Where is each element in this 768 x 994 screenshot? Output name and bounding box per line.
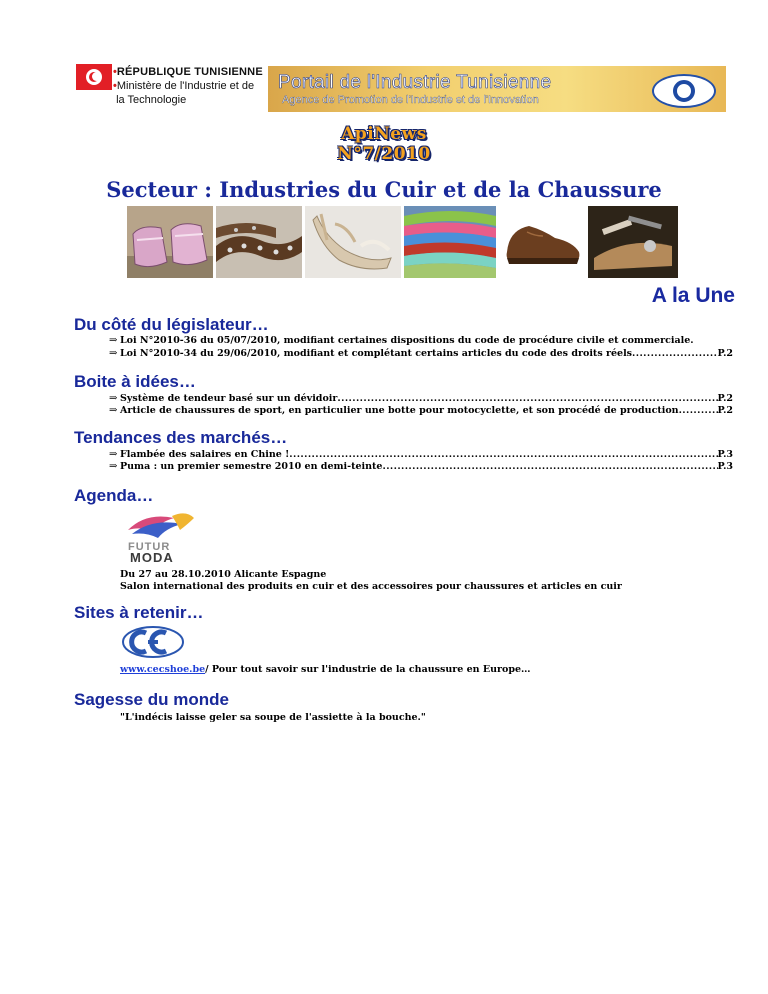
futur-moda-logo-icon[interactable] (122, 508, 198, 566)
newsletter-name: ApiNews (341, 124, 427, 144)
arrow-icon: ⇒ (109, 461, 118, 472)
section-title-idees: Boite à idées… (74, 372, 196, 391)
leather-tools-photo (588, 206, 678, 278)
ministry-block: •RÉPUBLIQUE TUNISIENNE •Ministère de l'Industrie et de la Technologie (113, 66, 263, 106)
list-item[interactable]: ⇒ Article de chaussures de sport, en particulier une botte pour motocyclette, et son procédé de production ..... P.2 (109, 405, 733, 416)
apii-logo-icon (652, 74, 716, 108)
leather-hides-photo (404, 206, 496, 278)
agenda-description: Salon international des produits en cuir et des accessoires pour chaussures et articles en cuir (120, 581, 622, 592)
arrow-icon: ⇒ (109, 449, 118, 460)
site-line (120, 664, 531, 675)
sandal-photo (305, 206, 401, 278)
section-title-tendances: Tendances des marchés… (74, 428, 288, 447)
section-title-agenda: Agenda… (74, 486, 154, 505)
section-title-sagesse: Sagesse du monde (74, 690, 229, 709)
republic-label: RÉPUBLIQUE TUNISIENNE (116, 66, 263, 78)
issue-number: N°7/2010 (337, 144, 431, 164)
list-item[interactable]: ⇒ Loi N°2010-36 du 05/07/2010, modifiant certaines dispositions du code de procédure civile et commerciale. (109, 335, 694, 346)
list-item[interactable]: ⇒ Système de tendeur basé sur un dévidoir ..... P.2 (109, 393, 733, 404)
agenda-date: Du 27 au 28.10.2010 Alicante Espagne (120, 569, 327, 580)
list-item[interactable]: ⇒ Puma : un premier semestre 2010 en demi-teinte ..... P.3 (109, 461, 733, 472)
portal-banner[interactable] (268, 66, 726, 112)
site-description: / Pour tout savoir sur l'industrie de la chaussure en Europe… (205, 664, 531, 675)
brown-shoe-photo (499, 206, 585, 278)
a-la-une-heading: A la Une (651, 284, 735, 307)
list-item[interactable]: ⇒ Loi N°2010-34 du 29/06/2010, modifiant et complétant certains articles du code des droits réels ..... P.2 (109, 348, 733, 359)
banner-subtitle: Agence de Promotion de l'Industrie et de l'Innovation (282, 94, 539, 106)
sector-title: Secteur : Industries du Cuir et de la Chaussure (106, 177, 662, 202)
arrow-icon: ⇒ (109, 405, 118, 416)
banner-title: Portail de l'Industrie Tunisienne (278, 72, 552, 93)
arrow-icon: ⇒ (109, 393, 118, 404)
leather-belt-photo (216, 206, 302, 278)
pink-shoes-photo (127, 206, 213, 278)
photo-strip (127, 206, 678, 278)
cec-logo-icon[interactable] (122, 625, 184, 659)
cecshoe-link[interactable]: www.cecshoe.be (120, 664, 206, 675)
section-title-sites: Sites à retenir… (74, 603, 204, 622)
ministry-label-2: la Technologie (116, 94, 187, 106)
tunisia-flag-icon (76, 64, 112, 90)
svg-text:MODA: MODA (130, 550, 174, 565)
svg-text:FUTUR: FUTUR (128, 541, 171, 553)
arrow-icon: ⇒ (109, 335, 118, 346)
section-title-legislateur: Du côté du législateur… (74, 315, 269, 334)
ministry-label: Ministère de l'Industrie et de (116, 80, 255, 92)
list-item[interactable]: ⇒ Flambée des salaires en Chine ! ..... P.3 (109, 449, 733, 460)
arrow-icon: ⇒ (109, 348, 118, 359)
quote-text: "L'indécis laisse geler sa soupe de l'assiette à la bouche." (120, 712, 426, 723)
